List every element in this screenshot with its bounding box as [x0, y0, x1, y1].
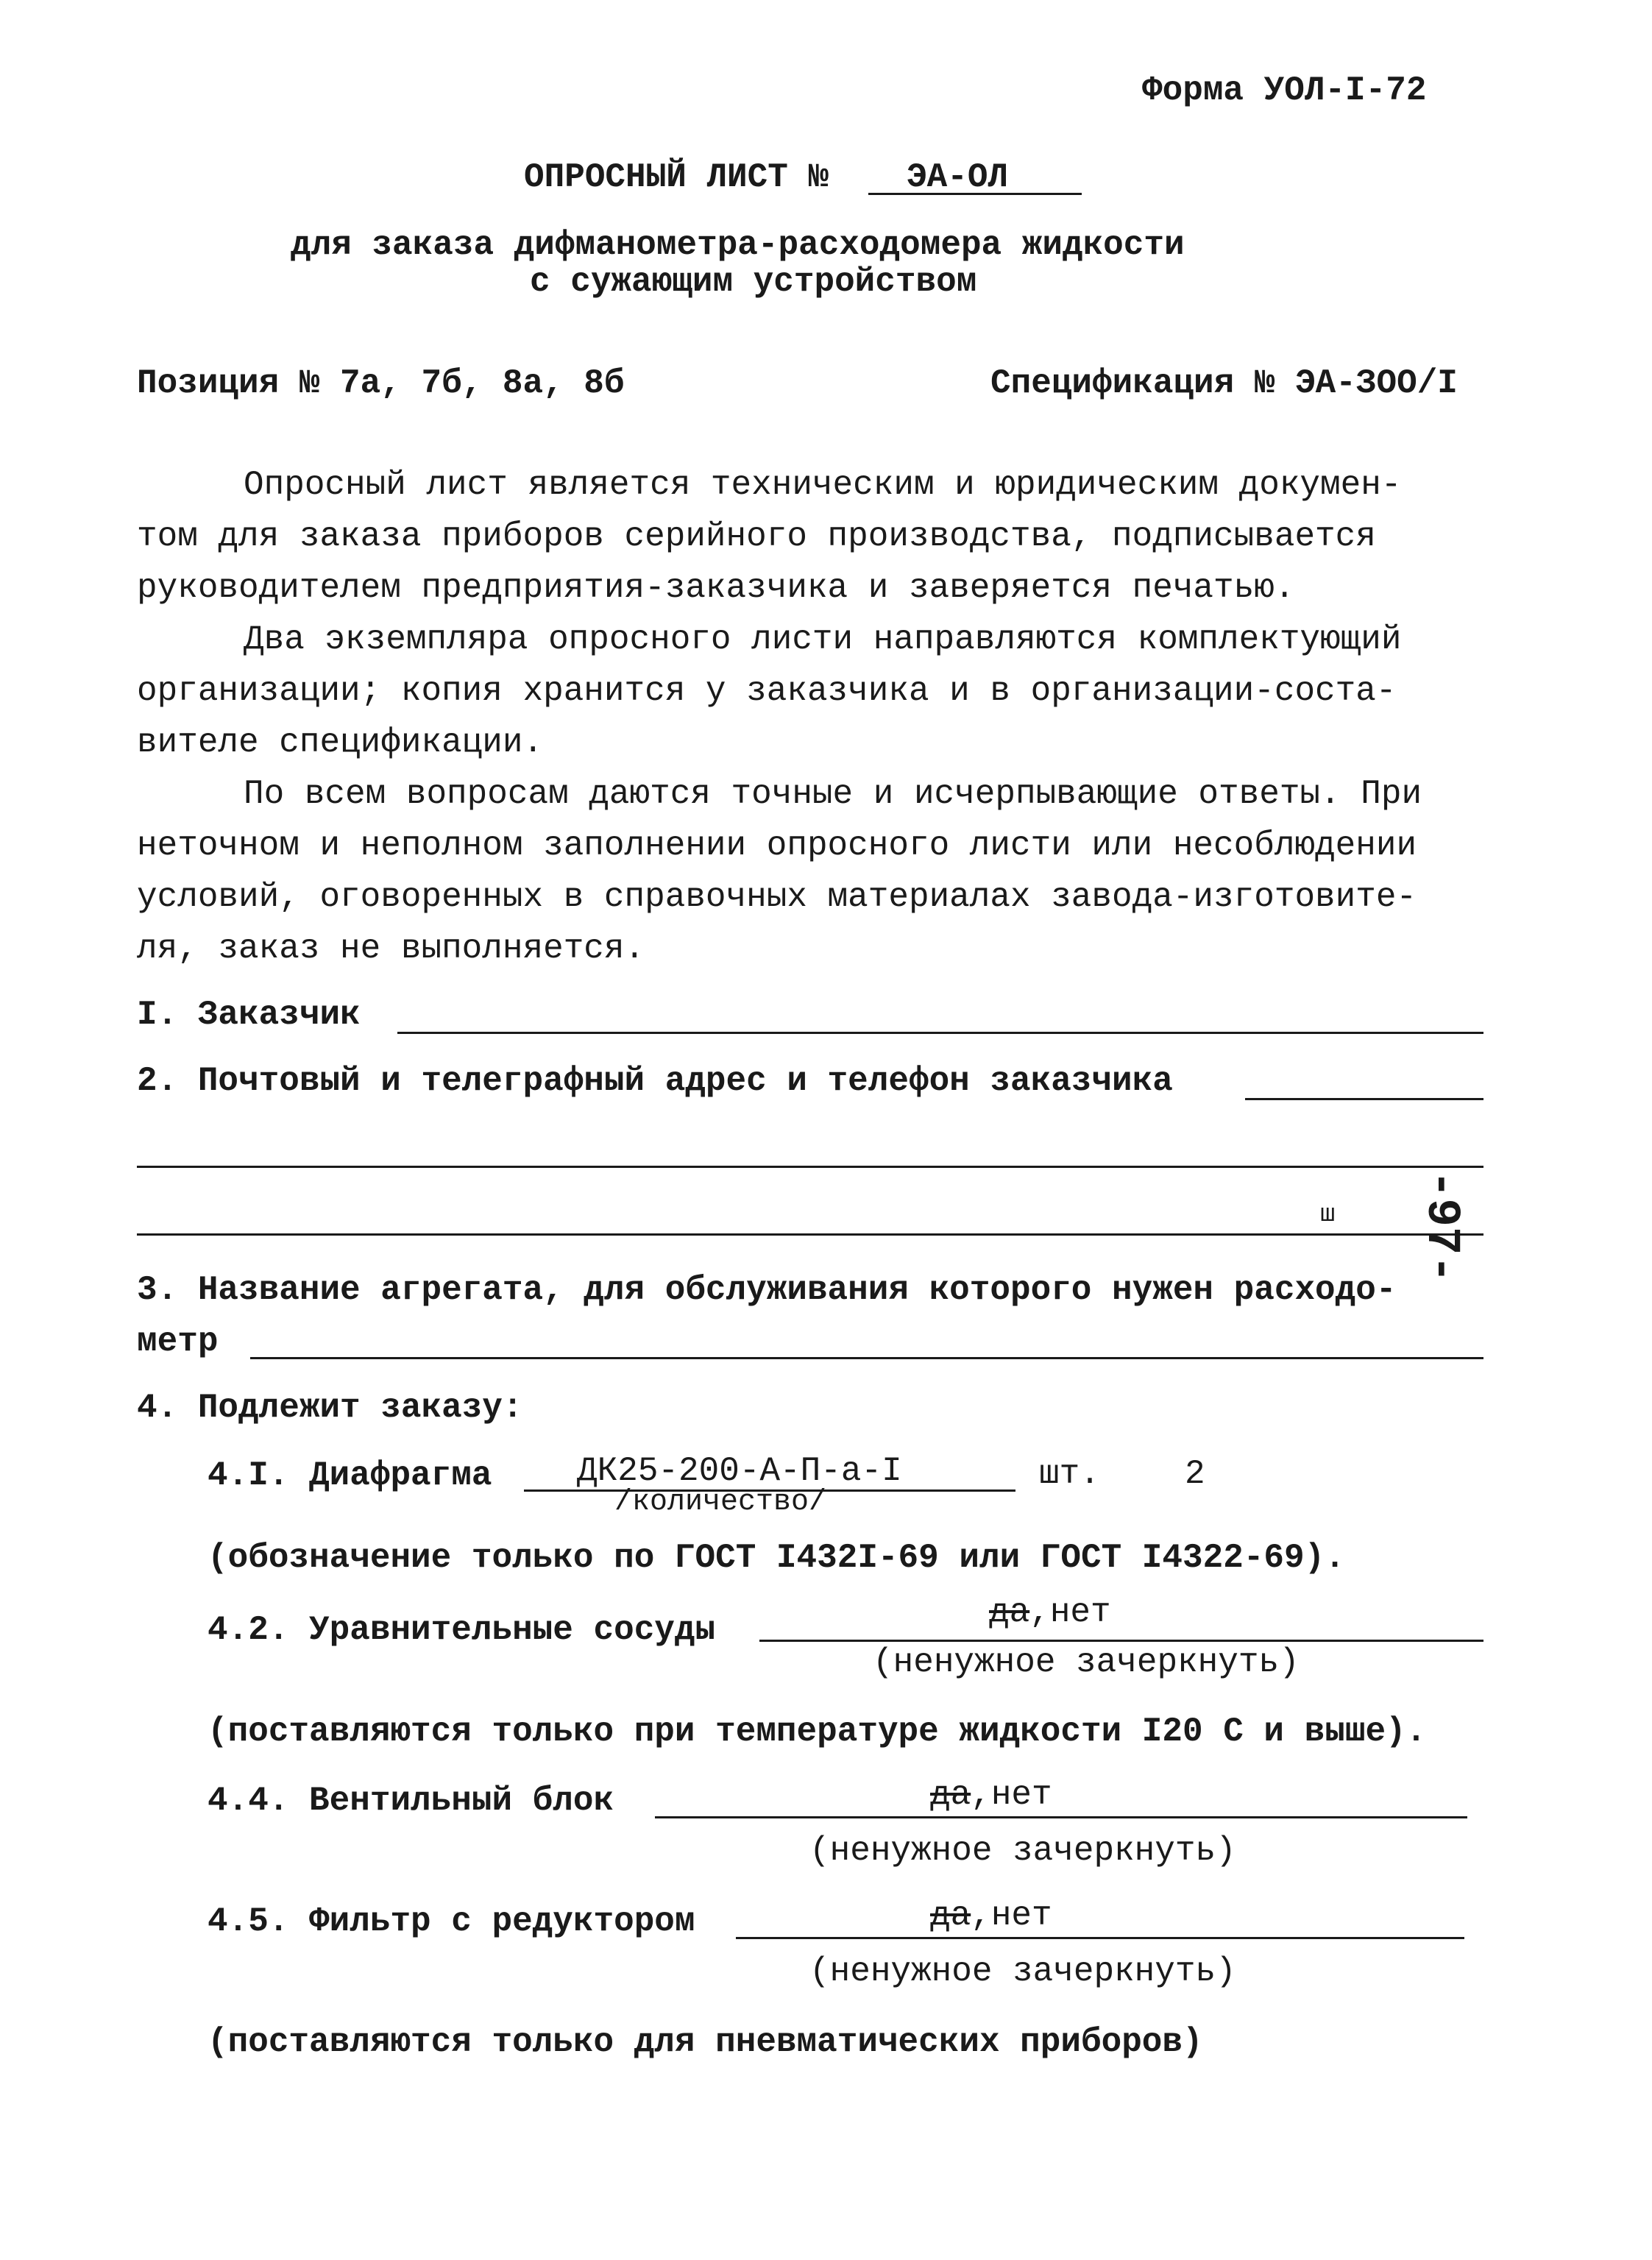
intro-p2-line2: организации; копия хранится у заказчика и в организации-соста-: [137, 672, 1397, 710]
form-code: Форма УОЛ-I-72: [1142, 71, 1427, 110]
filter-selected: ,нет: [971, 1896, 1052, 1935]
diaphragm-unit: шт.: [1039, 1455, 1100, 1493]
intro-p2-line3: вителе спецификации.: [137, 723, 544, 762]
filter-value[interactable]: [930, 1896, 1052, 1935]
gost-note: (обозначение только по ГОСТ I432I-69 или ГОСТ I4322-69).: [208, 1539, 1345, 1577]
filter-struck: да: [930, 1896, 971, 1935]
intro-p2-line1: Два экземпляра опросного листи направляются комплектующий: [244, 620, 1402, 659]
vessels-field: [759, 1640, 1483, 1642]
order-label: 4. Подлежит заказу:: [137, 1389, 523, 1427]
title-number-underline: [868, 193, 1082, 195]
intro-p3-line3: условий, оговоренных в справочных материалах завода-изготовите-: [137, 878, 1417, 916]
intro-p1-line1: Опросный лист является техническим и юридическим докумен-: [244, 466, 1402, 504]
valve-hint: (ненужное зачеркнуть): [809, 1832, 1236, 1870]
diaphragm-hint: /количество/: [614, 1486, 827, 1519]
address-field-line1[interactable]: [1245, 1098, 1483, 1100]
page-title: ОПРОСНЫЙ ЛИСТ №: [524, 158, 829, 196]
intro-p3-line4: ля, заказ не выполняется.: [137, 929, 645, 968]
filter-field: [736, 1937, 1464, 1939]
valve-label: 4.4. Вентильный блок: [208, 1782, 614, 1820]
intro-p3-line1: По всем вопросам даются точные и исчерпывающие ответы. При: [244, 775, 1422, 813]
page-number: -97-: [1414, 1170, 1467, 1283]
valve-struck: да: [930, 1776, 971, 1814]
vessels-struck: да: [989, 1593, 1030, 1632]
filter-hint: (ненужное зачеркнуть): [809, 1952, 1236, 1991]
specification-label: Спецификация № ЭА-ЗОО/I: [990, 364, 1458, 403]
vessels-label: 4.2. Уравнительные сосуды: [208, 1611, 716, 1649]
questionnaire-number: ЭА-ОЛ: [907, 158, 1009, 196]
address-field-line2[interactable]: [137, 1166, 1483, 1168]
vessels-note: (поставляются только при температуре жидкости I20 С и выше).: [208, 1712, 1427, 1751]
diaphragm-label: 4.I. Диафрагма: [208, 1456, 492, 1495]
vessels-hint: (ненужное зачеркнуть): [873, 1643, 1300, 1682]
vessels-selected: ,нет: [1029, 1593, 1111, 1632]
position-label: Позиция № 7а, 7б, 8а, 8б: [137, 364, 625, 403]
filter-label: 4.5. Фильтр с редуктором: [208, 1902, 695, 1941]
intro-p1-line3: руководителем предприятия-заказчика и заверяется печатью.: [137, 569, 1295, 607]
intro-p1-line2: том для заказа приборов серийного производства, подписывается: [137, 517, 1376, 556]
address-field-line3[interactable]: [137, 1233, 1483, 1236]
unit-label-line1: 3. Название агрегата, для обслуживания которого нужен расходо-: [137, 1271, 1397, 1309]
address-mark: ш: [1320, 1201, 1336, 1229]
subtitle-line2: с сужающим устройством: [530, 263, 977, 301]
filter-note: (поставляются только для пневматических приборов): [208, 2023, 1203, 2061]
address-label: 2. Почтовый и телеграфный адрес и телефон заказчика: [137, 1062, 1173, 1100]
customer-label: I. Заказчик: [137, 996, 361, 1034]
customer-field[interactable]: [397, 1032, 1483, 1034]
diaphragm-qty[interactable]: 2: [1185, 1455, 1205, 1493]
valve-field: [655, 1816, 1467, 1818]
diaphragm-value[interactable]: ДК25-200-А-П-а-I: [577, 1452, 902, 1490]
subtitle-line1: для заказа дифманометра-расходомера жидкости: [291, 226, 1185, 264]
unit-label-line2: метр: [137, 1322, 219, 1361]
intro-p3-line2: неточном и неполном заполнении опросного листи или несоблюдении: [137, 826, 1417, 865]
unit-field[interactable]: [250, 1357, 1483, 1359]
valve-value[interactable]: [930, 1778, 1052, 1812]
valve-selected: ,нет: [971, 1776, 1052, 1814]
vessels-value[interactable]: [989, 1593, 1111, 1632]
